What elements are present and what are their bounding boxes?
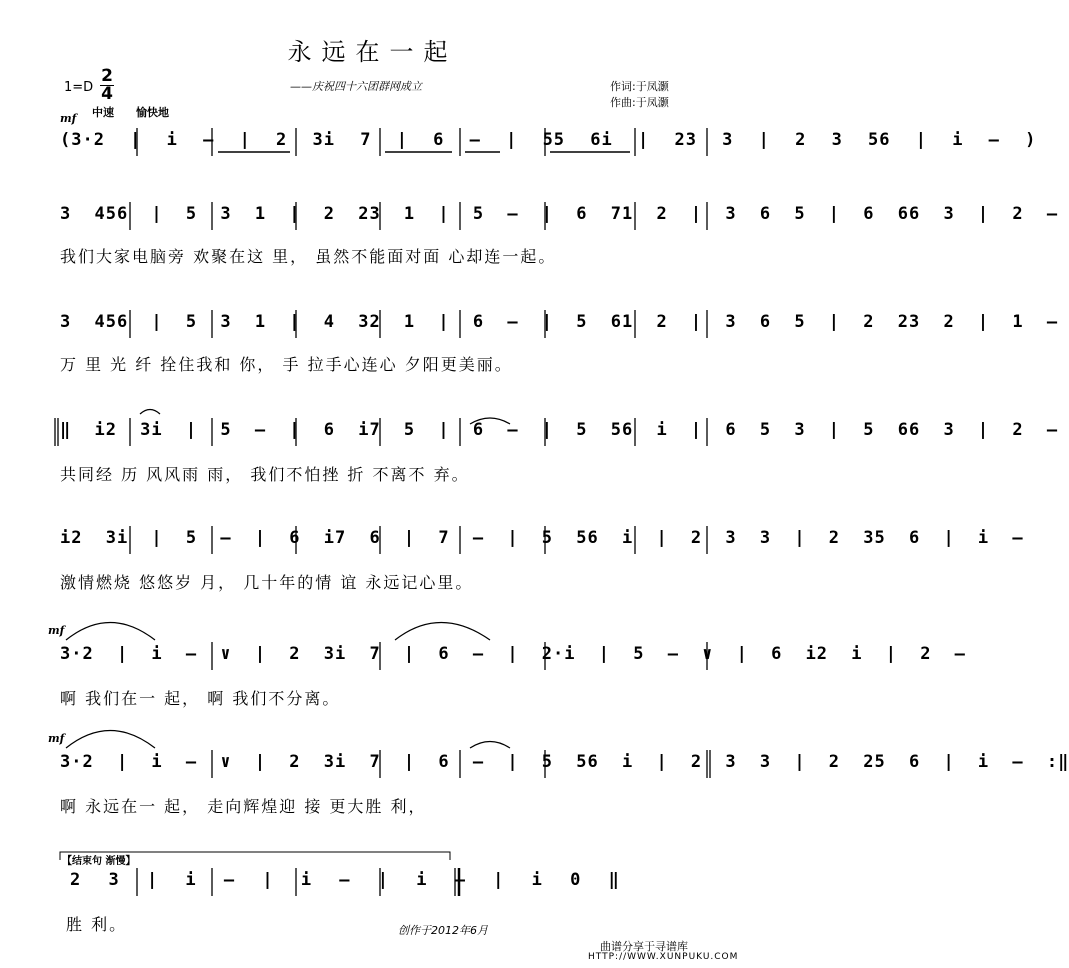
time-signature: [100, 68, 114, 103]
dynamic-mark-row-7: mf: [48, 732, 65, 745]
source-url[interactable]: HTTP://WWW.XUNPUKU.COM: [588, 952, 739, 962]
lyric-row-7: 啊 永远在一 起， 走向辉煌迎 接 更大胜 利，: [60, 797, 427, 816]
time-top: 2: [101, 66, 113, 86]
song-title: 永远在一起: [287, 38, 458, 66]
lyric-row-2: 我们大家电脑旁 欢聚在这 里， 虽然不能面对面 心却连一起。: [60, 247, 557, 266]
notation-row-8: 2 3 | i – | i – | i – | i 0 ‖: [70, 870, 620, 890]
dynamic-mark: mf: [60, 112, 77, 125]
lyric-row-5: 激情燃烧 悠悠岁 月， 几十年的情 谊 永远记心里。: [60, 573, 474, 592]
subtitle: ——庆祝四十六团群网成立: [290, 80, 422, 93]
dynamic-mark-row-6: mf: [48, 624, 65, 637]
lyric-row-8: 胜 利。: [66, 915, 128, 934]
lyric-row-6: 啊 我们在一 起， 啊 我们不分离。: [60, 689, 341, 708]
composer-credit: 作曲:于凤灏: [610, 96, 669, 109]
tempo-mark: 中速 愉快地: [92, 106, 169, 119]
notation-row-3: 3 456 | 5 3 1 | 4 32 1 | 6 – | 5 61 2 | 3 6 5 | 2 23 2 | 1 –: [60, 312, 1059, 332]
lyricist-credit: 作词:于凤灏: [610, 80, 669, 93]
creation-date: 创作于2012年6月: [398, 924, 488, 937]
notation-row-4: ‖ i2 3i | 5 – | 6 i7 5 | 6 – | 5 56 i | 6 5 3 | 5 66 3 | 2 –: [60, 420, 1059, 440]
notation-row-2: 3 456 | 5 3 1 | 2 23 1 | 5 – | 6 71 2 | 3 6 5 | 6 66 3 | 2 –: [60, 204, 1059, 224]
key-signature: 1=D: [64, 80, 94, 95]
notation-row-5: i2 3i | 5 – | 6 i7 6 | 7 – | 5 56 i | 2 3 3 | 2 35 6 | i –: [60, 528, 1024, 548]
ending-label: 【结束句 渐慢】: [62, 856, 136, 867]
source-label: 曲谱分享于寻谱库: [600, 940, 688, 953]
lyric-row-4: 共同经 历 风风雨 雨， 我们不怕挫 折 不离不 弃。: [60, 465, 470, 484]
time-bottom: 4: [101, 84, 113, 104]
notation-row-6: 3·2 | i – ∨ | 2 3i 7 | 6 – | 2·i | 5 – ∨ | 6 i2 i | 2 –: [60, 644, 966, 664]
lyric-row-3: 万 里 光 纤 拴住我和 你， 手 拉手心连心 夕阳更美丽。: [60, 355, 513, 374]
notation-row-7: 3·2 | i – ∨ | 2 3i 7 | 6 – | 5 56 i | 2 3 3 | 2 25 6 | i – :‖: [60, 752, 1069, 772]
notation-row-1: (3·2 | i – | 2 3i 7 | 6 – | 55 6i | 23 3 | 2 3 56 | i – ): [60, 130, 1037, 150]
